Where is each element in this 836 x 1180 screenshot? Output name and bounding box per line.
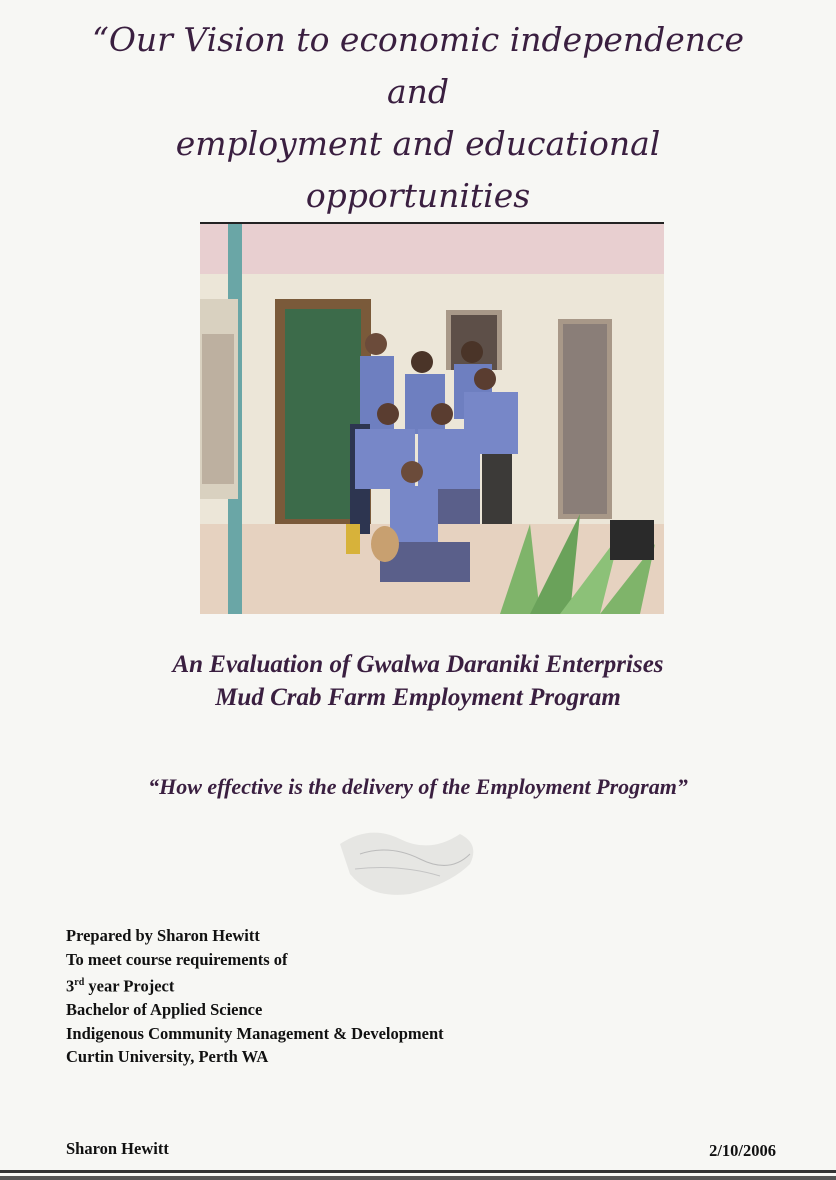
prepared-line-2: To meet course requirements of xyxy=(66,949,288,969)
group-photo-icon xyxy=(200,224,664,614)
scan-smudge xyxy=(330,814,490,904)
vision-line-2: employment and educational opportunities xyxy=(175,124,661,215)
bottom-border-2 xyxy=(0,1176,836,1180)
evaluation-title-line-1: An Evaluation of Gwalwa Daraniki Enterprises xyxy=(172,651,664,678)
bottom-border xyxy=(0,1170,836,1173)
evaluation-title xyxy=(60,648,776,714)
year-number: 3 xyxy=(66,976,75,996)
footer-author: Sharon Hewitt xyxy=(66,1139,169,1158)
year-suffix: rd xyxy=(74,977,85,988)
prepared-line-4: Bachelor of Applied Science xyxy=(66,1000,263,1019)
year-rest: year Project xyxy=(84,976,175,996)
prepared-line-3 xyxy=(66,971,444,998)
vision-line-1: “Our Vision to economic independence and xyxy=(91,20,745,111)
research-question: “How effective is the delivery of the Employment Program” xyxy=(148,774,688,799)
prepared-by-block xyxy=(66,924,444,1069)
prepared-line-6: Curtin University, Perth WA xyxy=(66,1047,269,1066)
prepared-line-1: Prepared by Sharon Hewitt xyxy=(66,926,260,945)
group-photo xyxy=(200,222,664,614)
prepared-line-5: Indigenous Community Management & Development xyxy=(66,1023,444,1043)
footer-date: 2/10/2006 xyxy=(709,1141,776,1160)
evaluation-title-line-2: Mud Crab Farm Employment Program xyxy=(215,684,621,711)
